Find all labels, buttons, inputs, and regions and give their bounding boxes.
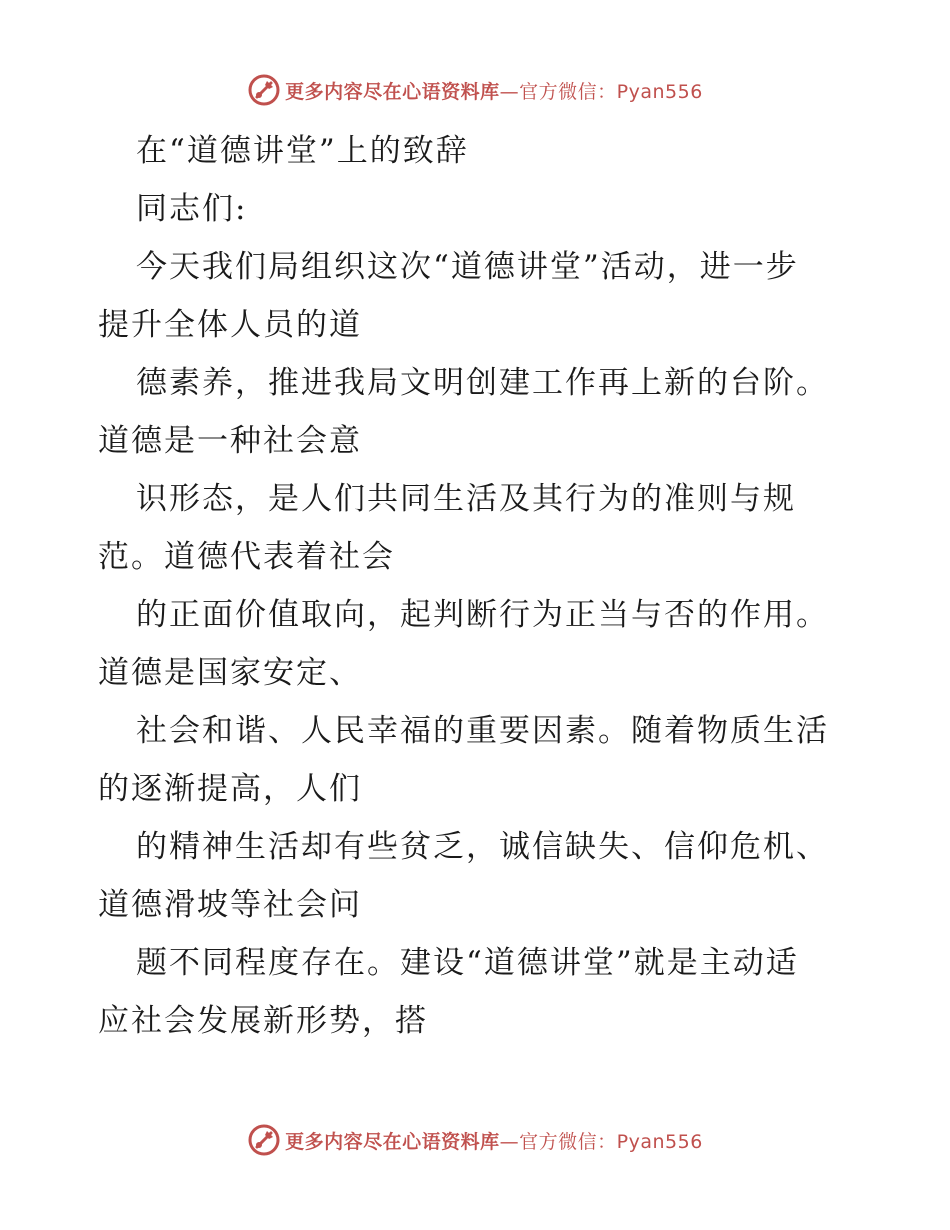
banner-wechat: —官方微信：Pyan556: [499, 1130, 703, 1153]
text-line: 道德滑坡等社会问: [98, 887, 362, 923]
text-line: 应社会发展新形势，搭: [98, 1003, 428, 1039]
document-body: [98, 122, 858, 1050]
header-banner: [0, 70, 950, 110]
text-line: 的精神生活却有些贫乏，诚信缺失、信仰危机、: [136, 829, 829, 865]
text-line: 社会和谐、人民幸福的重要因素。随着物质生活: [136, 713, 829, 749]
text-line: 提升全体人员的道: [98, 307, 362, 343]
text-line: 德素养，推进我局文明创建工作再上新的台阶。: [136, 365, 829, 401]
text-line: 题不同程度存在。建设“道德讲堂”就是主动适: [136, 945, 799, 981]
banner-wechat: —官方微信：Pyan556: [499, 80, 703, 103]
text-line: 今天我们局组织这次“道德讲堂”活动，进一步: [136, 249, 799, 285]
text-line: 范。道德代表着社会: [98, 539, 395, 575]
text-line: 的逐渐提高，人们: [98, 771, 362, 807]
document-title: 在“道德讲堂”上的致辞: [136, 133, 469, 169]
text-line: 道德是一种社会意: [98, 423, 362, 459]
text-line: 的正面价值取向，起判断行为正当与否的作用。: [136, 597, 829, 633]
text-line: 道德是国家安定、: [98, 655, 362, 691]
banner-title: 更多内容尽在心语资料库: [285, 1130, 500, 1153]
salutation: 同志们:: [136, 191, 248, 227]
logo-icon: [247, 73, 281, 107]
text-line: 识形态，是人们共同生活及其行为的准则与规: [136, 481, 796, 517]
footer-banner: [0, 1120, 950, 1160]
logo-icon: [247, 1123, 281, 1157]
banner-title: 更多内容尽在心语资料库: [285, 80, 500, 103]
